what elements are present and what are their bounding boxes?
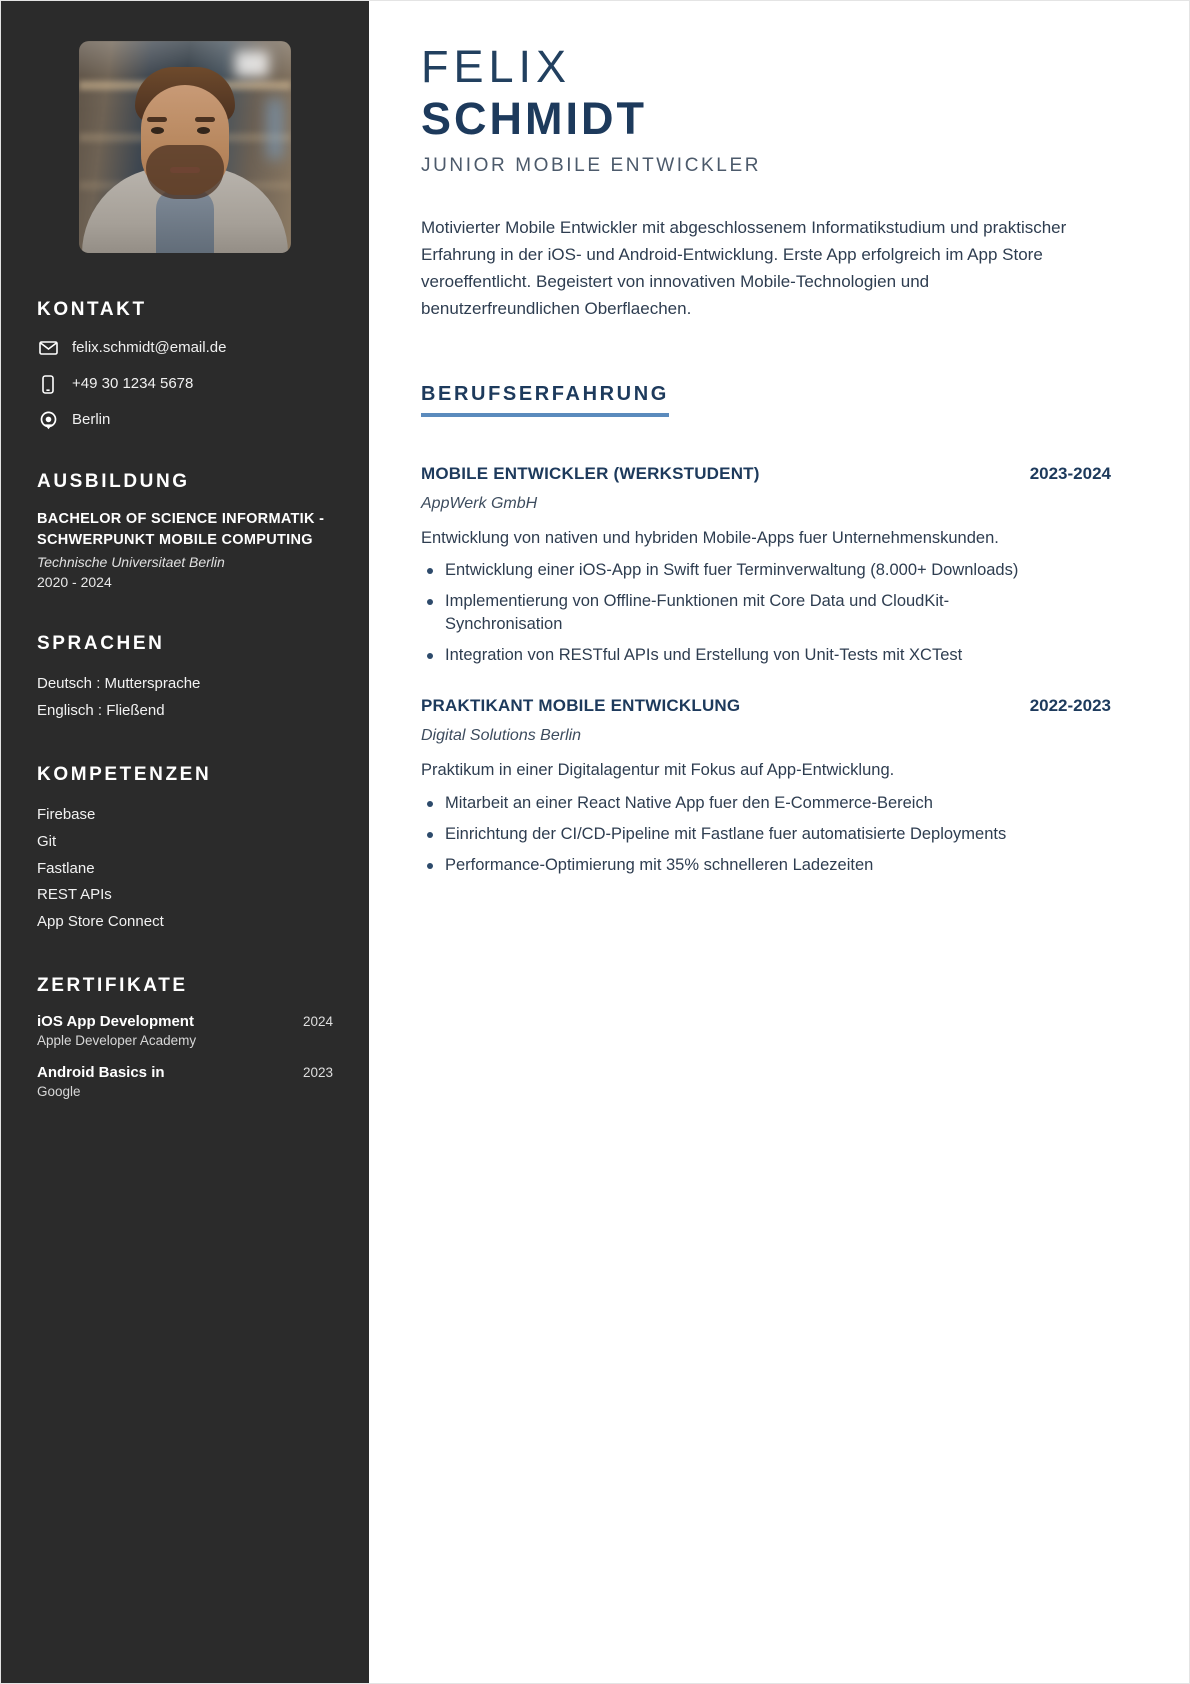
skill-item: REST APIs <box>37 886 112 904</box>
certificate-year: 2024 <box>302 1014 333 1030</box>
certificate-org: Apple Developer Academy <box>37 1033 197 1049</box>
skills-section <box>37 764 333 935</box>
education-degree: BACHELOR OF SCIENCE INFORMATIK - SCHWERPUNKT MOBILE COMPUTING <box>37 511 325 549</box>
job-company: Digital Solutions Berlin <box>421 727 582 745</box>
job-role: PRAKTIKANT MOBILE ENTWICKLUNG <box>421 696 741 716</box>
job-company: AppWerk GmbH <box>421 494 538 512</box>
job-bullet: Integration von RESTful APIs und Erstellung von Unit-Tests mit XCTest <box>421 644 1061 667</box>
contact-item-location[interactable] <box>37 409 333 431</box>
language-item: Deutsch : Muttersprache <box>37 675 201 693</box>
phone-icon <box>37 373 59 395</box>
job-bullet-list <box>421 792 1111 876</box>
certificate-item <box>37 1064 333 1099</box>
certificate-org: Google <box>37 1084 81 1100</box>
certificates-heading: ZERTIFIKATE <box>37 975 188 997</box>
resume-header <box>421 43 1111 177</box>
job-bullet: Implementierung von Offline-Funktionen mit Core Data und CloudKit-Synchronisation <box>421 590 1061 636</box>
main-content <box>369 1 1189 1683</box>
language-item: Englisch : Fließend <box>37 701 165 719</box>
location-pin-icon <box>37 409 59 431</box>
experience-entry <box>421 464 1111 667</box>
job-bullet: Entwicklung einer iOS-App in Swift fuer Terminverwaltung (8.000+ Downloads) <box>421 559 1061 582</box>
education-years: 2020 - 2024 <box>37 574 112 591</box>
education-school: Technische Universitaet Berlin <box>37 554 225 571</box>
job-bullet: Mitarbeit an einer React Native App fuer den E-Commerce-Bereich <box>421 792 1061 815</box>
job-date: 2023-2024 <box>1029 463 1111 483</box>
contact-section <box>37 299 333 431</box>
envelope-icon <box>37 337 59 359</box>
job-description: Praktikum in einer Digitalagentur mit Fokus auf App-Entwicklung. <box>421 761 895 780</box>
job-description: Entwicklung von nativen und hybriden Mobile-Apps fuer Unternehmenskunden. <box>421 528 999 547</box>
experience-heading: BERUFSERFAHRUNG <box>421 383 669 417</box>
sidebar <box>1 1 369 1683</box>
contact-phone-value: +49 30 1234 5678 <box>72 375 194 392</box>
profile-photo-image <box>79 41 291 253</box>
experience-entry <box>421 696 1111 876</box>
education-section <box>37 471 333 593</box>
last-name: SCHMIDT <box>421 92 647 144</box>
certificate-year: 2023 <box>302 1065 333 1081</box>
job-role: MOBILE ENTWICKLER (WERKSTUDENT) <box>421 463 760 483</box>
contact-location-value: Berlin <box>72 411 111 428</box>
skills-heading: KOMPETENZEN <box>37 764 212 786</box>
contact-item-email[interactable] <box>37 337 333 359</box>
avatar <box>79 41 291 253</box>
job-bullet: Einrichtung der CI/CD-Pipeline mit Fastlane fuer automatisierte Deployments <box>421 823 1061 846</box>
contact-email-value: felix.schmidt@email.de <box>72 339 227 356</box>
skill-item: Fastlane <box>37 859 95 877</box>
contact-heading: KONTAKT <box>37 299 147 320</box>
job-title: JUNIOR MOBILE ENTWICKLER <box>421 154 762 176</box>
languages-section <box>37 633 333 724</box>
certificate-item <box>37 1013 333 1048</box>
contact-item-phone[interactable] <box>37 373 333 395</box>
education-heading: AUSBILDUNG <box>37 471 190 492</box>
profile-summary: Motivierter Mobile Entwickler mit abgeschlossenem Informatikstudium und praktischer Erfahrung in der iOS- und Android-Entwicklung. Erste App erfolgreich im App Store veroeffentlicht. Begeistert von innovativen Mobile-Technologien und benutzerfreundlichen Oberflaechen. <box>421 217 1067 318</box>
skill-item: Git <box>37 832 57 850</box>
certificate-name: Android Basics in <box>37 1064 165 1082</box>
certificate-name: iOS App Development <box>37 1013 194 1031</box>
certificates-section <box>37 975 333 1099</box>
job-date: 2022-2023 <box>1029 696 1111 716</box>
job-bullet: Performance-Optimierung mit 35% schnelleren Ladezeiten <box>421 854 1061 877</box>
job-bullet-list <box>421 559 1111 666</box>
experience-heading-wrap <box>421 366 1111 433</box>
skill-item: App Store Connect <box>37 912 164 930</box>
skill-item: Firebase <box>37 806 96 824</box>
first-name: FELIX <box>421 41 572 92</box>
languages-heading: SPRACHEN <box>37 633 165 655</box>
